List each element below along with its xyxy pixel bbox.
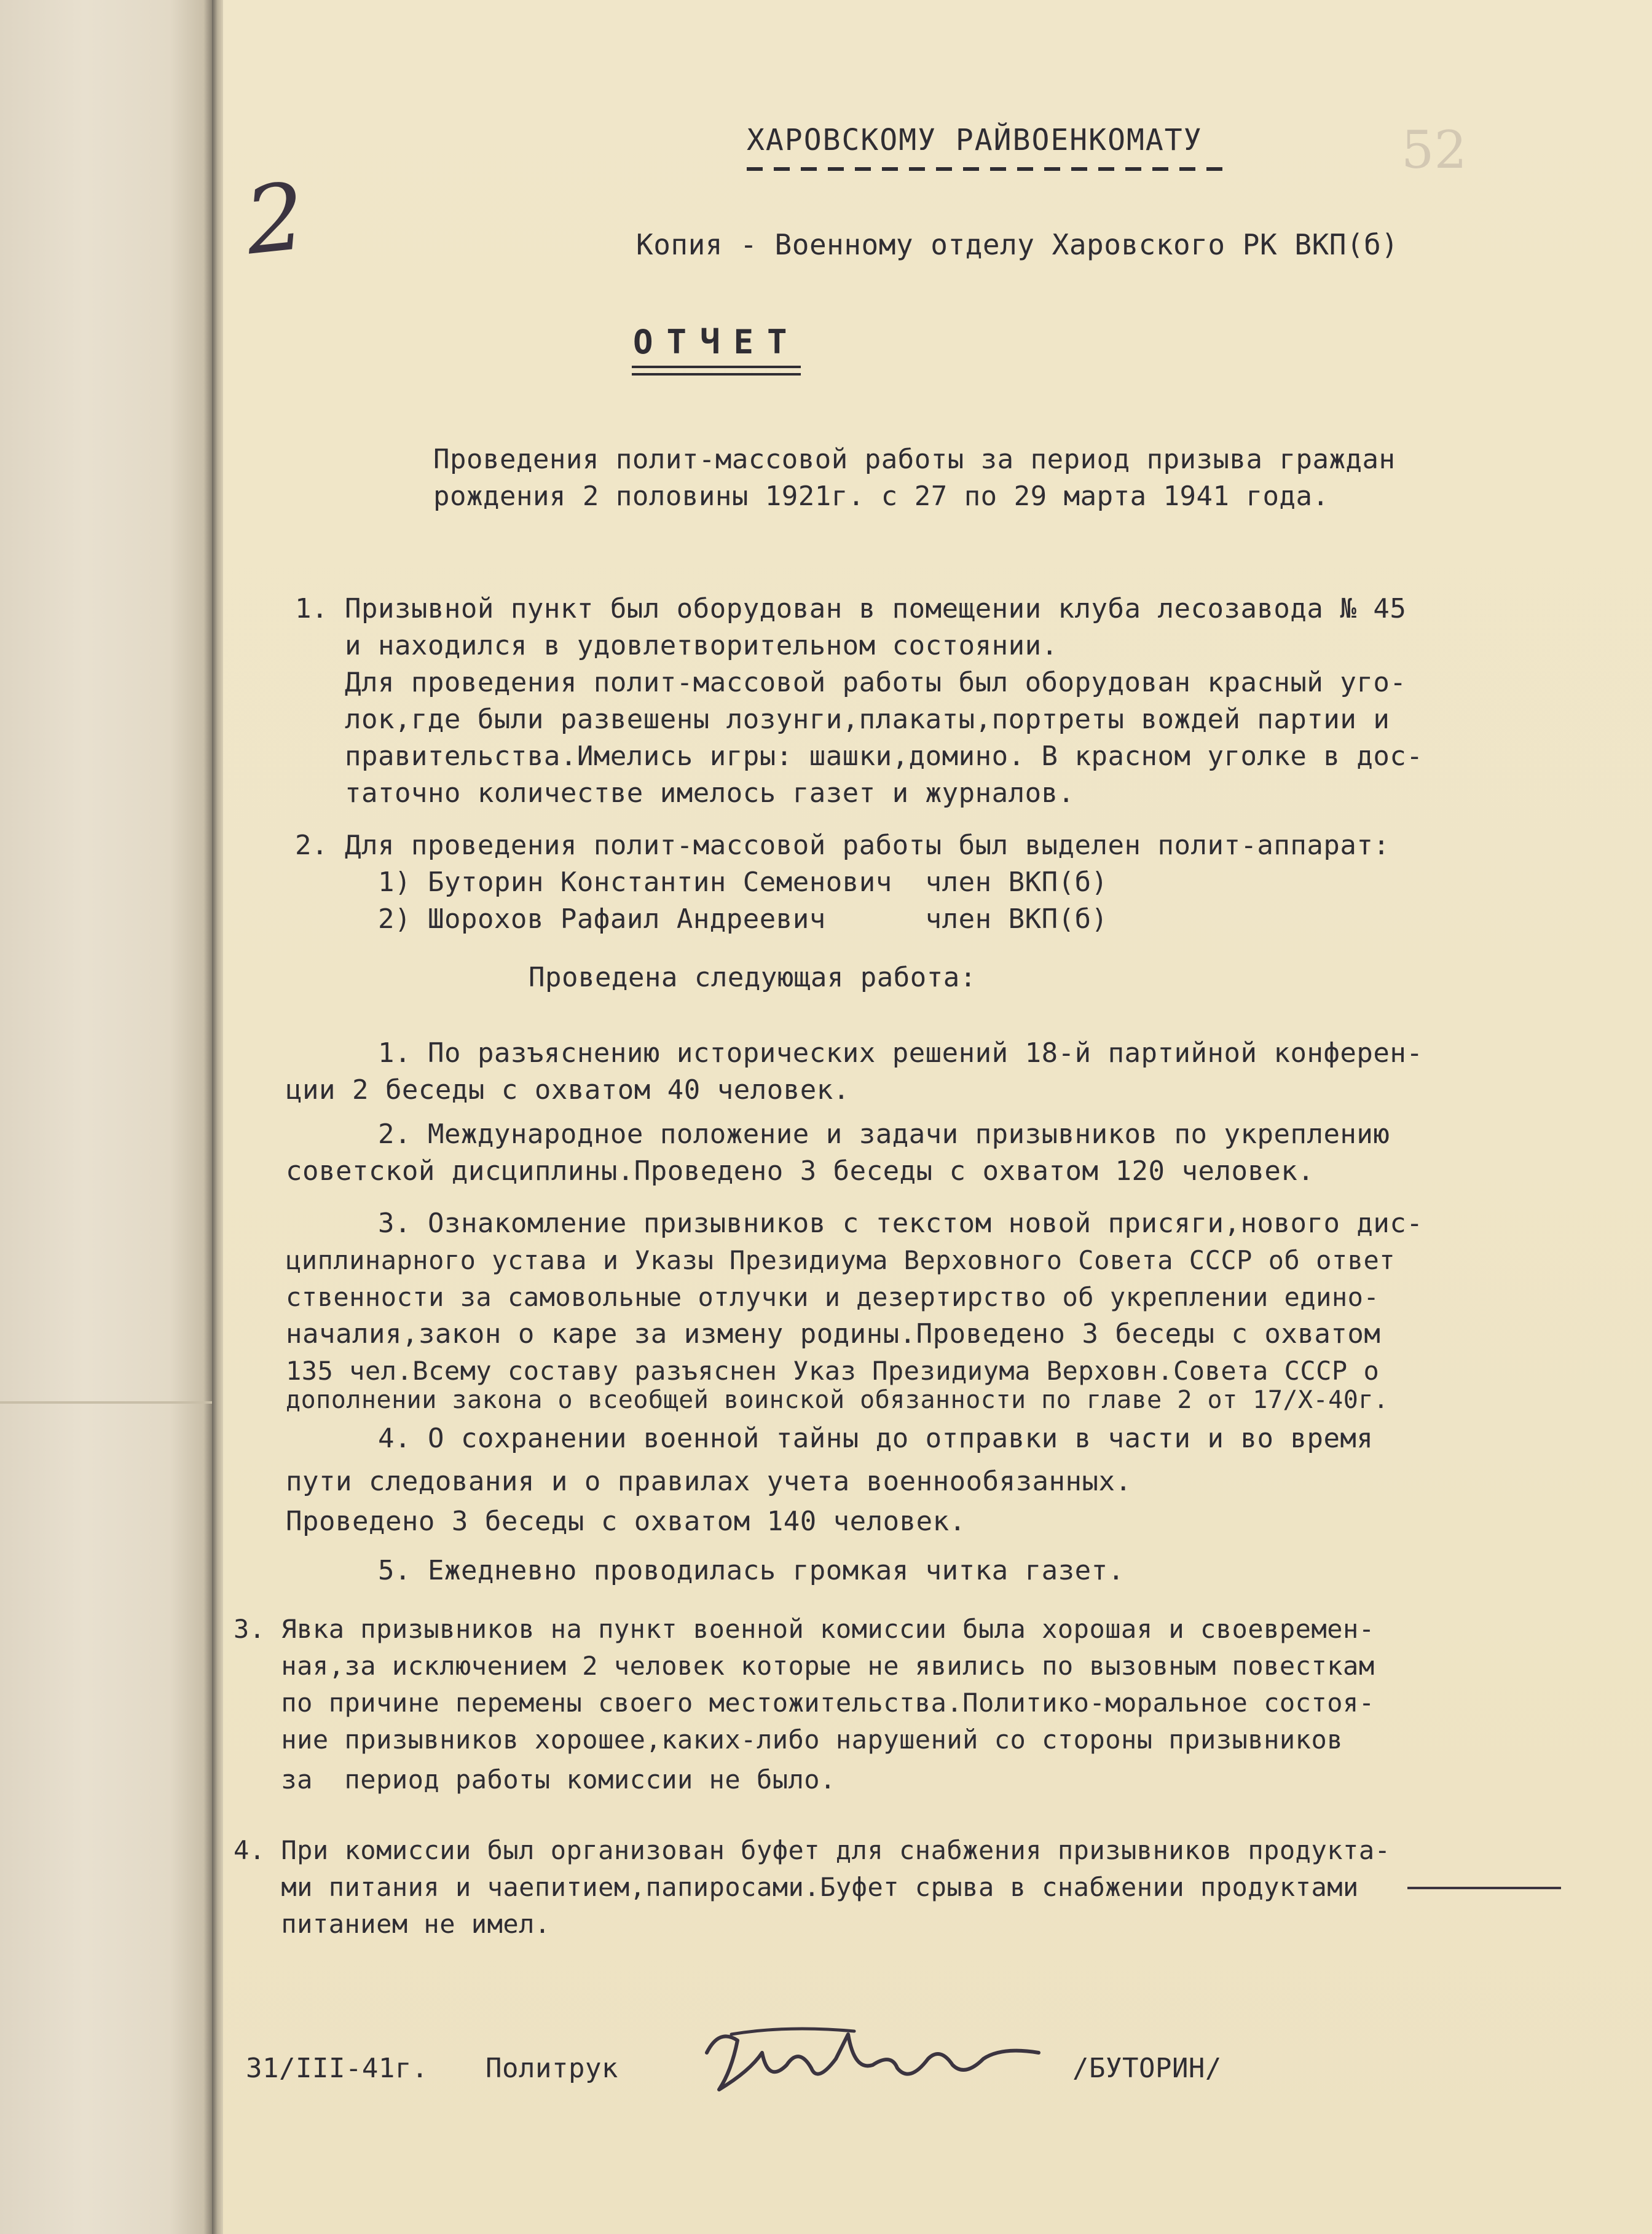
- title-underline: [632, 366, 801, 376]
- work-line: началия,закон о каре за измену родины.Проведено 3 беседы с охватом: [286, 1318, 1381, 1350]
- section-4-line: ми питания и чаепитием,папиросами.Буфет срыва в снабжении продуктами: [234, 1872, 1359, 1902]
- work-line: ственности за самовольные отлучки и дезертирство об укреплении едино-: [286, 1282, 1380, 1312]
- work-line: ции 2 беседы с охватом 40 человек.: [286, 1074, 850, 1106]
- signature-scribble: [694, 2016, 1051, 2108]
- section-1-line: 1. Призывной пункт был оборудован в помещении клуба лесозавода № 45: [295, 593, 1407, 624]
- footer-date: 31/III-41г.: [246, 2053, 428, 2084]
- section-1-line: правительства.Имелись игры: шашки,домино. В красном уголке в дос-: [295, 741, 1423, 772]
- work-line: советской дисциплины.Проведено 3 беседы с охватом 120 человек.: [286, 1155, 1315, 1187]
- work-line: 5. Ежедневно проводилась громкая читка газет.: [378, 1555, 1125, 1586]
- work-line: 4. О сохранении военной тайны до отправки в части и во время: [378, 1423, 1374, 1454]
- section-4-line: 4. При комиссии был организован буфет для снабжения призывников продукта-: [234, 1835, 1391, 1865]
- addressee: ХАРОВСКОМУ РАЙВОЕНКОМАТУ: [747, 123, 1203, 157]
- section-3-line: ние призывников хорошее,каких-либо нарушений со стороны призывников: [234, 1725, 1343, 1755]
- work-line: Проведено 3 беседы с охватом 140 человек.: [286, 1506, 966, 1537]
- work-line: пути следования и о правилах учета военнообязанных.: [286, 1466, 1132, 1497]
- subtitle-line: рождения 2 половины 1921г. с 27 по 29 марта 1941 года.: [433, 481, 1329, 512]
- copy-to-line: Копия - Военному отделу Харовского РК ВКП(б): [636, 228, 1399, 261]
- binding-spine: [212, 0, 223, 2234]
- section-4-line: питанием не имел.: [234, 1909, 551, 1939]
- left-page-fold: [0, 1401, 212, 1404]
- section-1-line: лок,где были развешены лозунги,плакаты,портреты вождей партии и: [295, 704, 1390, 735]
- folio-number: 52: [1401, 120, 1467, 180]
- work-line: 1. По разъяснению исторических решений 18-й партийной конферен-: [378, 1037, 1423, 1069]
- section-1-line: и находился в удовлетворительном состоянии.: [295, 630, 1058, 661]
- margin-number: 2: [240, 163, 310, 276]
- section-1-line: Для проведения полит-массовой работы был оборудован красный уго-: [295, 667, 1407, 698]
- staff-member: 1) Буторин Константин Семенович член ВКП(б): [378, 867, 1108, 898]
- work-line: циплинарного устава и Указы Президиума Верховного Совета СССР об ответ: [286, 1245, 1396, 1275]
- left-facing-page: [0, 0, 212, 2234]
- work-line: 3. Ознакомление призывников с текстом новой присяги,нового дис-: [378, 1208, 1423, 1239]
- section-1-line: таточно количестве имелось газет и журналов.: [295, 777, 1075, 809]
- work-line: дополнении закона о всеобщей воинской обязанности по главе 2 от 17/X-40г.: [286, 1386, 1389, 1414]
- footer-position: Политрук: [486, 2053, 618, 2084]
- section-3-line: ная,за исключением 2 человек которые не явились по вызовным повесткам: [234, 1651, 1375, 1681]
- section-2-intro: 2. Для проведения полит-массовой работы был выделен полит-аппарат:: [295, 830, 1390, 861]
- section-3-line: за период работы комиссии не было.: [234, 1764, 836, 1795]
- subtitle-line: Проведения полит-массовой работы за период призыва граждан: [433, 444, 1396, 475]
- work-line: 135 чел.Всему составу разъяснен Указ Президиума Верховн.Совета СССР о: [286, 1356, 1380, 1386]
- work-heading: Проведена следующая работа:: [529, 962, 977, 993]
- work-line: 2. Международное положение и задачи призывников по укреплению: [378, 1119, 1390, 1150]
- section-3-line: по причине перемены своего местожительства.Политико-моральное состоя-: [234, 1688, 1375, 1718]
- addressee-underline: [747, 167, 1232, 171]
- strikethrough-mark: [1407, 1887, 1561, 1889]
- footer-name: /БУТОРИН/: [1072, 2053, 1222, 2084]
- staff-member: 2) Шорохов Рафаил Андреевич член ВКП(б): [378, 903, 1108, 935]
- section-3-line: 3. Явка призывников на пункт военной комиссии была хорошая и своевремен-: [234, 1614, 1375, 1644]
- document-title: ОТЧЕТ: [633, 323, 801, 361]
